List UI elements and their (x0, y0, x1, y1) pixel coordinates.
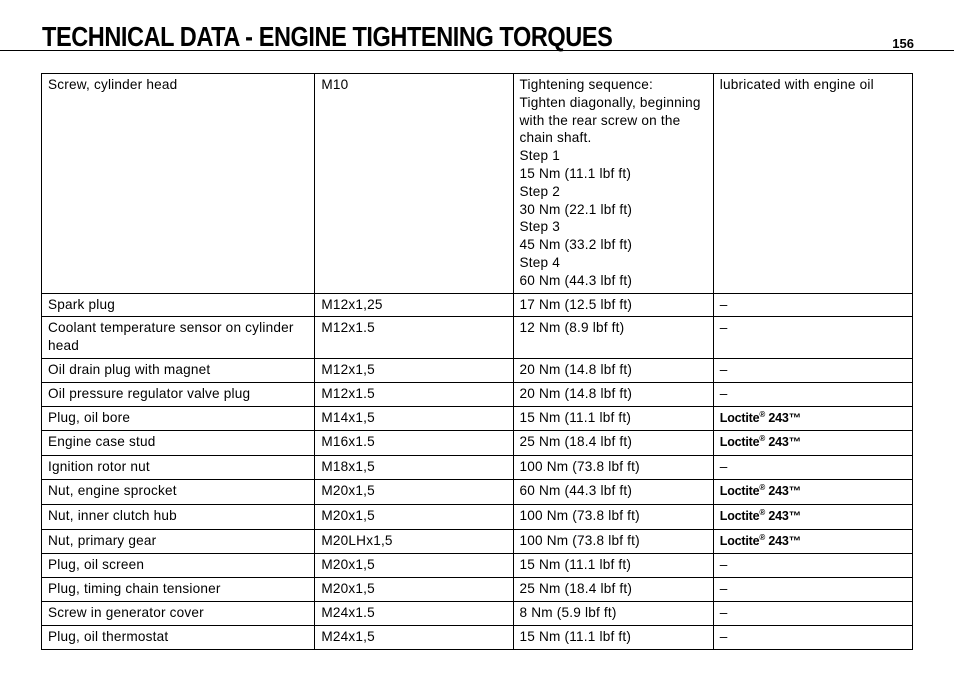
component-name-cell: Coolant temperature sensor on cylinder head (42, 317, 315, 359)
table-row (42, 601, 913, 625)
thread-size-cell: M16x1.5 (315, 431, 513, 456)
component-name-cell: Plug, oil screen (42, 554, 315, 578)
thread-size-cell: M20x1,5 (315, 578, 513, 602)
table-row (42, 74, 913, 294)
loctite-product: 243™ (768, 508, 801, 523)
thread-size-cell: M12x1,25 (315, 293, 513, 317)
loctite-label (720, 509, 801, 523)
page-title: TECHNICAL DATA - ENGINE TIGHTENING TORQUES (42, 21, 613, 52)
table-row (42, 504, 913, 529)
torque-value-cell (513, 74, 713, 294)
loctite-note-cell (713, 431, 912, 456)
torque-line: 15 Nm (11.1 lbf ft) (519, 165, 632, 181)
torque-line: Step 2 (519, 183, 561, 199)
table-row (42, 358, 913, 382)
loctite-note-cell (713, 406, 912, 431)
thread-size-cell: M20x1,5 (315, 554, 513, 578)
component-name-cell: Plug, oil thermostat (42, 625, 315, 649)
note-cell: – (713, 554, 912, 578)
loctite-note-cell (713, 529, 912, 554)
registered-mark: ® (759, 409, 766, 419)
thread-size-cell: M24x1,5 (315, 625, 513, 649)
note-cell: – (713, 382, 912, 406)
torque-table (41, 73, 913, 650)
loctite-brand: Loctite (719, 483, 760, 498)
table-row (42, 317, 913, 359)
loctite-brand: Loctite (719, 508, 760, 523)
thread-size-cell: M12x1.5 (315, 317, 513, 359)
component-name-cell: Screw, cylinder head (42, 74, 315, 294)
thread-size-cell: M10 (315, 74, 513, 294)
table-row (42, 456, 913, 480)
component-name-cell: Engine case stud (42, 431, 315, 456)
loctite-note-cell (713, 504, 912, 529)
table-row (42, 431, 913, 456)
loctite-note-cell (713, 479, 912, 504)
component-name-cell: Nut, primary gear (42, 529, 315, 554)
torque-line: Step 1 (519, 148, 561, 164)
registered-mark: ® (759, 532, 766, 542)
torque-value-cell: 100 Nm (73.8 lbf ft) (513, 529, 713, 554)
torque-value-cell: 15 Nm (11.1 lbf ft) (513, 554, 713, 578)
table-row (42, 529, 913, 554)
table-row (42, 554, 913, 578)
torque-value-cell: 100 Nm (73.8 lbf ft) (513, 456, 713, 480)
torque-value-cell: 17 Nm (12.5 lbf ft) (513, 293, 713, 317)
component-name-cell: Plug, oil bore (42, 406, 315, 431)
torque-line: Tighten diagonally, beginning with the rear screw on the chain shaft. (519, 94, 701, 146)
loctite-product: 243™ (768, 483, 801, 498)
torque-value-cell: 20 Nm (14.8 lbf ft) (513, 382, 713, 406)
loctite-label (720, 484, 801, 498)
torque-line: Tightening sequence: (519, 77, 654, 92)
component-name-cell: Plug, timing chain tensioner (42, 578, 315, 602)
loctite-product: 243™ (768, 435, 801, 450)
loctite-label (720, 435, 801, 449)
page-number: 156 (892, 36, 914, 51)
torque-value-cell: 25 Nm (18.4 lbf ft) (513, 431, 713, 456)
note-cell: – (713, 601, 912, 625)
registered-mark: ® (759, 434, 766, 444)
torque-value-cell: 15 Nm (11.1 lbf ft) (513, 406, 713, 431)
table-row (42, 382, 913, 406)
thread-size-cell: M14x1,5 (315, 406, 513, 431)
loctite-label (720, 411, 801, 425)
note-cell: – (713, 317, 912, 359)
loctite-brand: Loctite (719, 533, 760, 548)
table-row (42, 578, 913, 602)
component-name-cell: Oil drain plug with magnet (42, 358, 315, 382)
loctite-label (720, 534, 801, 548)
torque-table-body (42, 74, 913, 650)
torque-value-cell: 8 Nm (5.9 lbf ft) (513, 601, 713, 625)
note-cell: lubricated with engine oil (713, 74, 912, 294)
loctite-brand: Loctite (719, 435, 760, 450)
component-name-cell: Ignition rotor nut (42, 456, 315, 480)
page-header (0, 0, 954, 51)
torque-value-cell: 25 Nm (18.4 lbf ft) (513, 578, 713, 602)
torque-line: 30 Nm (22.1 lbf ft) (519, 201, 633, 217)
torque-value-cell: 60 Nm (44.3 lbf ft) (513, 479, 713, 504)
torque-value-cell: 15 Nm (11.1 lbf ft) (513, 625, 713, 649)
table-row (42, 406, 913, 431)
table-row (42, 625, 913, 649)
thread-size-cell: M12x1,5 (315, 358, 513, 382)
note-cell: – (713, 578, 912, 602)
loctite-product: 243™ (768, 410, 801, 425)
thread-size-cell: M20LHx1,5 (315, 529, 513, 554)
table-row (42, 293, 913, 317)
component-name-cell: Spark plug (42, 293, 315, 317)
registered-mark: ® (759, 507, 766, 517)
note-cell: – (713, 625, 912, 649)
torque-line: 45 Nm (33.2 lbf ft) (519, 237, 633, 253)
thread-size-cell: M24x1.5 (315, 601, 513, 625)
note-cell: – (713, 456, 912, 480)
loctite-product: 243™ (768, 533, 801, 548)
thread-size-cell: M20x1,5 (315, 504, 513, 529)
component-name-cell: Screw in generator cover (42, 601, 315, 625)
thread-size-cell: M20x1,5 (315, 479, 513, 504)
torque-value-cell: 12 Nm (8.9 lbf ft) (513, 317, 713, 359)
thread-size-cell: M18x1,5 (315, 456, 513, 480)
torque-value-cell: 20 Nm (14.8 lbf ft) (513, 358, 713, 382)
torque-value-cell: 100 Nm (73.8 lbf ft) (513, 504, 713, 529)
thread-size-cell: M12x1.5 (315, 382, 513, 406)
torque-line: 60 Nm (44.3 lbf ft) (519, 272, 633, 288)
loctite-brand: Loctite (719, 410, 760, 425)
torque-line: Step 4 (519, 254, 561, 270)
torque-line: Step 3 (519, 219, 561, 235)
component-name-cell: Oil pressure regulator valve plug (42, 382, 315, 406)
note-cell: – (713, 293, 912, 317)
component-name-cell: Nut, inner clutch hub (42, 504, 315, 529)
table-row (42, 479, 913, 504)
registered-mark: ® (759, 482, 766, 492)
component-name-cell: Nut, engine sprocket (42, 479, 315, 504)
note-cell: – (713, 358, 912, 382)
